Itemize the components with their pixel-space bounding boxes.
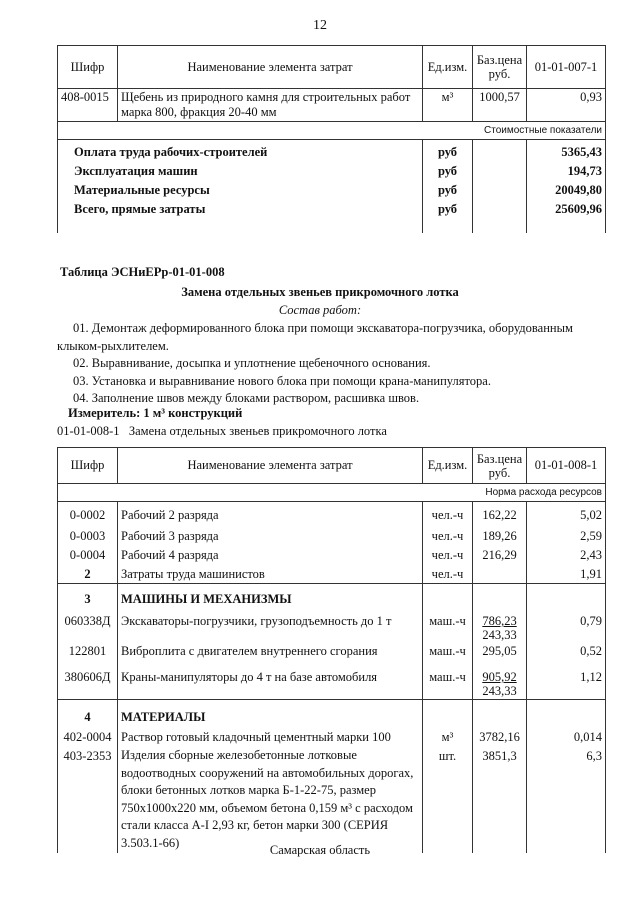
row-value: 5,02 — [527, 502, 606, 528]
row-name: Затраты труда машинистов — [118, 566, 423, 584]
row-name: Изделия сборные железобетонные лотковые водоотводных сооружений на автомобильных дорогах, блоки бетонных лотков марка Б-1-22-75, размер 750х1000х220 мм, объемом бетона 0,159 м³ с расходом стали класса А-I 2,93 кг, бетон марки 300 (СЕРИЯ 3.503.1-66) — [121, 748, 414, 850]
top-table — [57, 45, 606, 233]
table-title: Таблица ЭСНиЕРр-01-01-008 — [60, 265, 225, 279]
row-name: Краны-манипуляторы до 4 т на базе автомобиля — [121, 670, 378, 684]
row-value: 0,93 — [527, 89, 606, 122]
row-price: 162,22 — [473, 502, 527, 528]
header-price: Баз.цена руб. — [473, 46, 527, 89]
row-name: Виброплита с двигателем внутреннего сгорания — [121, 644, 378, 658]
row-code: 408-0015 — [58, 89, 118, 122]
table-row — [58, 566, 606, 584]
row-price: 216,29 — [473, 547, 527, 566]
materials-section — [58, 700, 606, 854]
header-code: Шифр — [58, 448, 118, 484]
item-heading — [57, 424, 387, 439]
work-item: 03. Установка и выравнивание нового блока при помощи крана-манипулятора. — [73, 373, 491, 388]
row-price — [473, 566, 527, 584]
row-unit: шт. — [438, 749, 457, 763]
row-unit: маш.-ч — [429, 614, 466, 628]
row-name: Рабочий 4 разряда — [118, 547, 423, 566]
row-price: 3851,3 — [482, 749, 517, 763]
summary-value: 20049,80 — [555, 183, 602, 197]
header-norm: 01-01-008-1 — [527, 448, 606, 484]
summary-label: Всего, прямые затраты — [74, 202, 206, 216]
summary-value: 194,73 — [567, 164, 602, 178]
row-code: 380606Д — [64, 670, 111, 684]
row-name: Экскаваторы-погрузчики, грузоподъемность до 1 т — [121, 614, 392, 628]
table-row — [58, 547, 606, 566]
row-price-secondary: 243,33 — [482, 684, 517, 698]
row-price: 189,26 — [473, 528, 527, 547]
row-price: 1000,57 — [473, 89, 527, 122]
header-name: Наименование элемента затрат — [118, 448, 423, 484]
row-code: 0-0003 — [58, 528, 118, 547]
work-item: 04. Заполнение швов между блоками раствором, расшивка швов. — [73, 391, 420, 405]
row-value: 2,59 — [527, 528, 606, 547]
header-unit: Ед.изм. — [423, 46, 473, 89]
row-code: 0-0002 — [58, 502, 118, 528]
meter: Измеритель: 1 м³ конструкций — [68, 406, 243, 420]
table-header — [58, 448, 606, 484]
work-item: 01. Демонтаж деформированного блока при помощи экскаватора-погрузчика, оборудованным клыком-рыхлителем. — [57, 321, 573, 353]
page-number: 12 — [313, 18, 327, 33]
row-value: 1,12 — [580, 670, 602, 684]
row-unit: чел.-ч — [423, 566, 473, 584]
composition-label: Состав работ: — [278, 303, 362, 317]
summary-value: 25609,96 — [555, 202, 602, 216]
section-title: МАТЕРИАЛЫ — [121, 710, 206, 724]
row-name: Раствор готовый кладочный цементный марки 100 — [121, 730, 391, 744]
section-code: 4 — [84, 710, 91, 724]
machines-section — [58, 584, 606, 700]
header-name: Наименование элемента затрат — [118, 46, 423, 89]
row-price: 295,05 — [482, 644, 517, 658]
row-unit: чел.-ч — [423, 547, 473, 566]
table-header — [58, 46, 606, 89]
row-unit: м³ — [423, 89, 473, 122]
section-title: МАШИНЫ И МЕХАНИЗМЫ — [121, 592, 292, 606]
row-price: 905,92 — [482, 670, 517, 684]
row-value: 0,014 — [573, 730, 602, 744]
row-price-secondary: 243,33 — [482, 628, 517, 642]
row-unit: маш.-ч — [429, 670, 466, 684]
header-code: Шифр — [58, 46, 118, 89]
row-unit: маш.-ч — [429, 644, 466, 658]
works-list — [57, 320, 597, 408]
summary-label: Материальные ресурсы — [74, 183, 210, 197]
row-code: 402-0004 — [63, 730, 112, 744]
row-value: 6,3 — [586, 749, 602, 763]
header-norm: 01-01-007-1 — [527, 46, 606, 89]
row-unit: чел.-ч — [423, 502, 473, 528]
table-row — [58, 528, 606, 547]
norm-label: Норма расхода ресурсов — [58, 484, 606, 502]
footer-region: Самарская область — [269, 843, 371, 857]
row-unit: чел.-ч — [423, 528, 473, 547]
summary-value: 5365,43 — [561, 145, 602, 159]
work-item: 02. Выравнивание, досыпка и уплотнение щебеночного основания. — [73, 356, 431, 370]
row-name: Рабочий 2 разряда — [118, 502, 423, 528]
section-code: 3 — [84, 592, 91, 606]
section-title: Замена отдельных звеньев прикромочного лотка — [181, 285, 459, 299]
cost-label: Стоимостные показатели — [58, 122, 606, 140]
summary-unit: руб — [437, 183, 458, 197]
summary-block — [58, 140, 606, 233]
table-row — [58, 89, 606, 122]
row-code: 2 — [58, 566, 118, 584]
row-name: Щебень из природного камня для строительных работ марка 800, фракция 20-40 мм — [118, 89, 423, 122]
row-name: Рабочий 3 разряда — [118, 528, 423, 547]
row-code: 060338Д — [64, 614, 111, 628]
table-row — [58, 502, 606, 528]
summary-unit: руб — [437, 164, 458, 178]
header-price: Баз.цена руб. — [473, 448, 527, 484]
summary-label: Эксплуатация машин — [74, 164, 198, 178]
summary-label: Оплата труда рабочих-строителей — [74, 145, 268, 159]
item-code: 01-01-008-1 — [57, 424, 120, 438]
row-price: 786,23 — [482, 614, 517, 628]
row-value: 0,52 — [580, 644, 602, 658]
row-code: 0-0004 — [58, 547, 118, 566]
item-name: Замена отдельных звеньев прикромочного лотка — [128, 424, 387, 438]
resources-table — [57, 447, 606, 853]
row-code: 403-2353 — [63, 749, 112, 763]
row-value: 2,43 — [527, 547, 606, 566]
row-price: 3782,16 — [479, 730, 520, 744]
row-code: 122801 — [68, 644, 107, 658]
row-value: 1,91 — [527, 566, 606, 584]
summary-unit: руб — [437, 202, 458, 216]
header-unit: Ед.изм. — [423, 448, 473, 484]
row-value: 0,79 — [580, 614, 602, 628]
summary-unit: руб — [437, 145, 458, 159]
row-unit: м³ — [441, 730, 454, 744]
